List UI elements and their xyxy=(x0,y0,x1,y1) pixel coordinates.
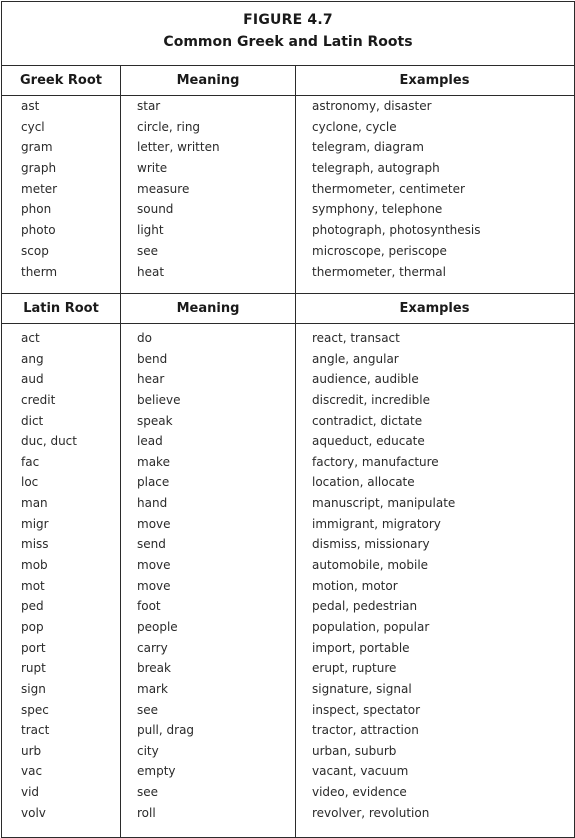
root-cell: meter xyxy=(21,181,58,196)
meaning-cell: send xyxy=(137,537,166,552)
examples-cell: urban, suburb xyxy=(312,743,397,758)
latin-roots-table xyxy=(2,294,574,837)
table-row xyxy=(2,414,574,435)
root-cell: phon xyxy=(21,202,52,217)
meaning-cell: move xyxy=(137,578,171,593)
table-row xyxy=(2,223,574,244)
meaning-cell: people xyxy=(137,619,178,634)
root-cell: loc xyxy=(21,475,39,490)
greek-rows xyxy=(2,99,574,285)
meaning-cell: break xyxy=(137,661,171,676)
examples-cell: thermometer, thermal xyxy=(312,264,446,279)
meaning-cell: empty xyxy=(137,764,176,779)
root-cell: therm xyxy=(21,264,58,279)
root-cell: pop xyxy=(21,619,44,634)
meaning-cell: believe xyxy=(137,392,181,407)
examples-cell: pedal, pedestrian xyxy=(312,599,418,614)
meaning-cell: see xyxy=(137,702,159,717)
examples-cell: import, portable xyxy=(312,640,410,655)
examples-cell: contradict, dictate xyxy=(312,413,423,428)
table-row xyxy=(2,372,574,393)
meaning-cell: measure xyxy=(137,181,190,196)
root-cell: ang xyxy=(21,351,44,366)
table-row xyxy=(2,620,574,641)
examples-cell: population, popular xyxy=(312,619,430,634)
greek-header-row xyxy=(2,66,574,96)
table-row xyxy=(2,661,574,682)
table-row xyxy=(2,265,574,286)
meaning-cell: speak xyxy=(137,413,173,428)
meaning-cell: bend xyxy=(137,351,168,366)
meaning-cell: make xyxy=(137,454,170,469)
root-cell: mot xyxy=(21,578,45,593)
examples-cell: react, transact xyxy=(312,331,400,345)
root-cell: ast xyxy=(21,99,40,113)
table-row xyxy=(2,182,574,203)
root-cell: man xyxy=(21,496,48,511)
table-row xyxy=(2,140,574,161)
table-row xyxy=(2,352,574,373)
root-cell: volv xyxy=(21,805,46,820)
table-row xyxy=(2,99,574,120)
examples-cell: thermometer, centimeter xyxy=(312,181,465,196)
root-cell: spec xyxy=(21,702,49,717)
figure-header xyxy=(2,2,574,66)
examples-cell: discredit, incredible xyxy=(312,392,431,407)
table-row xyxy=(2,120,574,141)
meaning-cell: hand xyxy=(137,496,168,511)
meaning-cell: see xyxy=(137,243,159,258)
examples-cell: astronomy, disaster xyxy=(312,99,432,113)
table-row xyxy=(2,744,574,765)
table-row xyxy=(2,161,574,182)
root-cell: vid xyxy=(21,785,40,800)
examples-cell: dismiss, missionary xyxy=(312,537,430,552)
meaning-cell: light xyxy=(137,223,164,238)
latin-header-row xyxy=(2,294,574,324)
examples-cell: revolver, revolution xyxy=(312,805,430,820)
greek-meaning-header: Meaning xyxy=(176,73,240,88)
meaning-cell: write xyxy=(137,161,168,176)
meaning-cell: lead xyxy=(137,434,163,449)
examples-cell: motion, motor xyxy=(312,578,398,593)
root-cell: gram xyxy=(21,140,53,155)
table-row xyxy=(2,703,574,724)
examples-cell: video, evidence xyxy=(312,785,407,800)
table-row xyxy=(2,517,574,538)
meaning-cell: sound xyxy=(137,202,174,217)
examples-cell: angle, angular xyxy=(312,351,399,366)
root-cell: act xyxy=(21,331,40,345)
examples-cell: inspect, spectator xyxy=(312,702,421,717)
examples-cell: audience, audible xyxy=(312,372,419,387)
root-cell: fac xyxy=(21,454,40,469)
root-cell: cycl xyxy=(21,119,45,134)
table-row xyxy=(2,641,574,662)
root-cell: migr xyxy=(21,516,49,531)
table-row xyxy=(2,331,574,352)
examples-cell: location, allocate xyxy=(312,475,415,490)
root-cell: scop xyxy=(21,243,49,258)
figure-title: Common Greek and Latin Roots xyxy=(163,34,413,50)
meaning-cell: mark xyxy=(137,681,168,696)
table-row xyxy=(2,434,574,455)
latin-rows xyxy=(2,331,574,826)
meaning-cell: star xyxy=(137,99,161,113)
examples-cell: telegraph, autograph xyxy=(312,161,440,176)
root-cell: graph xyxy=(21,161,57,176)
meaning-cell: pull, drag xyxy=(137,723,195,738)
table-row xyxy=(2,393,574,414)
meaning-cell: city xyxy=(137,743,159,758)
examples-cell: automobile, mobile xyxy=(312,558,429,573)
root-cell: mob xyxy=(21,558,48,573)
latin-meaning-header: Meaning xyxy=(176,301,240,316)
table-row xyxy=(2,496,574,517)
root-cell: miss xyxy=(21,537,49,552)
root-cell: dict xyxy=(21,413,44,428)
figure-frame xyxy=(1,1,575,838)
meaning-cell: letter, written xyxy=(137,140,220,155)
root-cell: credit xyxy=(21,392,56,407)
table-row xyxy=(2,579,574,600)
meaning-cell: place xyxy=(137,475,170,490)
examples-cell: telegram, diagram xyxy=(312,140,424,155)
table-row xyxy=(2,475,574,496)
examples-cell: tractor, attraction xyxy=(312,723,419,738)
table-row xyxy=(2,785,574,806)
latin-root-header: Latin Root xyxy=(23,301,99,316)
examples-cell: signature, signal xyxy=(312,681,412,696)
examples-cell: cyclone, cycle xyxy=(312,119,397,134)
meaning-cell: move xyxy=(137,516,171,531)
root-cell: photo xyxy=(21,223,56,238)
examples-cell: vacant, vacuum xyxy=(312,764,409,779)
root-cell: rupt xyxy=(21,661,46,676)
examples-cell: factory, manufacture xyxy=(312,454,439,469)
examples-cell: immigrant, migratory xyxy=(312,516,441,531)
examples-cell: erupt, rupture xyxy=(312,661,397,676)
greek-root-header: Greek Root xyxy=(20,73,102,88)
examples-cell: aqueduct, educate xyxy=(312,434,425,449)
table-row xyxy=(2,202,574,223)
root-cell: tract xyxy=(21,723,50,738)
table-row xyxy=(2,806,574,827)
table-row xyxy=(2,723,574,744)
meaning-cell: circle, ring xyxy=(137,119,201,134)
examples-cell: photograph, photosynthesis xyxy=(312,223,481,238)
meaning-cell: hear xyxy=(137,372,165,387)
table-row xyxy=(2,764,574,785)
table-row xyxy=(2,599,574,620)
examples-cell: microscope, periscope xyxy=(312,243,447,258)
root-cell: urb xyxy=(21,743,42,758)
meaning-cell: roll xyxy=(137,805,156,820)
meaning-cell: carry xyxy=(137,640,168,655)
table-row xyxy=(2,244,574,265)
examples-cell: manuscript, manipulate xyxy=(312,496,456,511)
table-row xyxy=(2,455,574,476)
meaning-cell: heat xyxy=(137,264,165,279)
meaning-cell: see xyxy=(137,785,159,800)
greek-roots-table xyxy=(2,66,574,294)
greek-examples-header: Examples xyxy=(399,73,470,88)
examples-cell: symphony, telephone xyxy=(312,202,443,217)
root-cell: sign xyxy=(21,681,46,696)
latin-examples-header: Examples xyxy=(399,301,470,316)
root-cell: duc, duct xyxy=(21,434,77,449)
table-row xyxy=(2,558,574,579)
meaning-cell: foot xyxy=(137,599,161,614)
meaning-cell: do xyxy=(137,331,152,345)
table-row xyxy=(2,682,574,703)
figure-number: FIGURE 4.7 xyxy=(243,12,333,28)
root-cell: port xyxy=(21,640,46,655)
root-cell: vac xyxy=(21,764,43,779)
root-cell: ped xyxy=(21,599,44,614)
table-row xyxy=(2,537,574,558)
meaning-cell: move xyxy=(137,558,171,573)
root-cell: aud xyxy=(21,372,44,387)
